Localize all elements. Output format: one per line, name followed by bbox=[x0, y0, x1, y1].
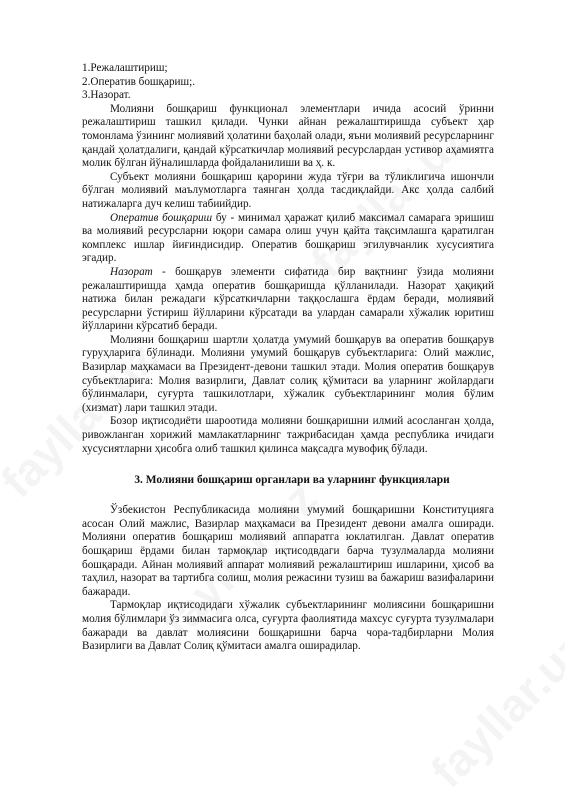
list-item: 1.Режалаштириш; bbox=[82, 62, 168, 74]
paragraph: Молияни бошқариш функционал элементлари ичида асосий ўринни режалаштириш ташкил қилади. Чунки айнан режалаштиришда субъект ҳар томонлама ўзининг молиявий ҳолатини баҳолай олади, яъни молиявий ресурсларнинг қандай ҳолатдалиги, қандай кўрсаткичлар молиявий ресурслардан устивор аҳамиятга молик бўлган йўналишларда фойдаланилиши ва ҳ. к. bbox=[82, 102, 494, 170]
section-heading: 3. Молияни бошқариш органлари ва уларнинг функциялари bbox=[134, 474, 450, 487]
paragraph: Тармоқлар иқтисодидаги хўжалик субъектларининг молиясини бошқаришни молия бўлимлари ўз зиммасига олса, суғурта фаолиятида махсус суғурта тузулмалари бажаради ва давлат молиясини бошқаришни барча чора-тадбирларни Молия Вазирлиги ва Давлат Солиқ қўмитаси амалга оширадилар. bbox=[82, 599, 494, 653]
paragraph: Субъект молияни бошқариш қарорини жуда тўғри ва тўликлигича ишончли бўлган молиявий маълумотларга таянган ҳолда тасдиқлайди. Акс ҳолда салбий натижаларга дуч келиш табиийдир. bbox=[82, 170, 494, 210]
term-operative-management: Оператив бошқариш bbox=[110, 211, 213, 224]
paragraph bbox=[82, 266, 494, 334]
document-body bbox=[82, 62, 494, 654]
paragraph: Молияни бошқариш шартли ҳолатда умумий бошқарув ва оператив бошқарув гуруҳларига бўлинади. Молияни умумий бошқарув субъектларига: Олий мажлис, Вазирлар маҳкамаси ва Президент-девони ташкил этади. Молия оператив бошқарув субъектларига: Молия вазирлиги, Давлат солиқ қўмитаси ва уларнинг жойлардаги бўлинмалари, суғурта ташкилотлари, хўжалик субъектларининг молия бўлим (хизмат) лари ташкил этади. bbox=[82, 333, 494, 414]
paragraph: Ўзбекистон Республикасида молияни умумий бошқаришни Конституцияга асосан Олий мажлис, Вазирлар маҳкамаси ва Президент девони амалга оширади. Молияни оператив бошқариш молиявий аппаратга юклатилган. Давлат оператив бошқариш ёрдами билан тармоқлар иқтисодвдаги барча тузулмаларда молияни бошқаради. Айнан молиявий аппарат молиявий режалаштириш ишларини, ҳисоб ва таҳлил, назорат ва тартибга солиш, молия режасини тузиш ва бажариш вазифаларини бажаради. bbox=[82, 504, 494, 598]
list-item: 3.Назорат. bbox=[82, 89, 131, 102]
paragraph-text: бу - минимал ҳаражат қилиб максимал самарага эришиш ва молиявий ресурсларни юқори самара олиш учун қайта тақсимлашга қаратилган комплекс ишлар йиғиндисидир. Оператив бошқариш эгилувчанлик хусусиятига эгадир. bbox=[82, 211, 494, 265]
paragraph: Бозор иқтисодиёти шароотида молияни бошқаришни илмий асосланган ҳолда, ривожланган хорижий мамлакатларнинг тажрибасидан ҳамда республика ичидаги хусусиятларни ҳисобга олиб ташкил қилинса мақсадга мувофиқ бўлади. bbox=[82, 415, 494, 455]
paragraph bbox=[82, 212, 494, 266]
term-control: Назорат bbox=[110, 265, 153, 278]
paragraph-text: - бошқарув элементи сифатида бир вақтнинг ўзида молияни режалаштиришда ҳамда оператив бошқаришда қўлланилади. Назорат ҳақиқий натижа билан режадаги кўрсаткичларни таққослашга ёрдам беради, молиявий ресурсларни ўстириш йўлларини кўрсатади ва улардан самарали хўжалик юритиш йўлларини кўрсатиб беради. bbox=[82, 265, 494, 333]
list-item: 2.Оператив бошқариш;. bbox=[82, 75, 196, 88]
